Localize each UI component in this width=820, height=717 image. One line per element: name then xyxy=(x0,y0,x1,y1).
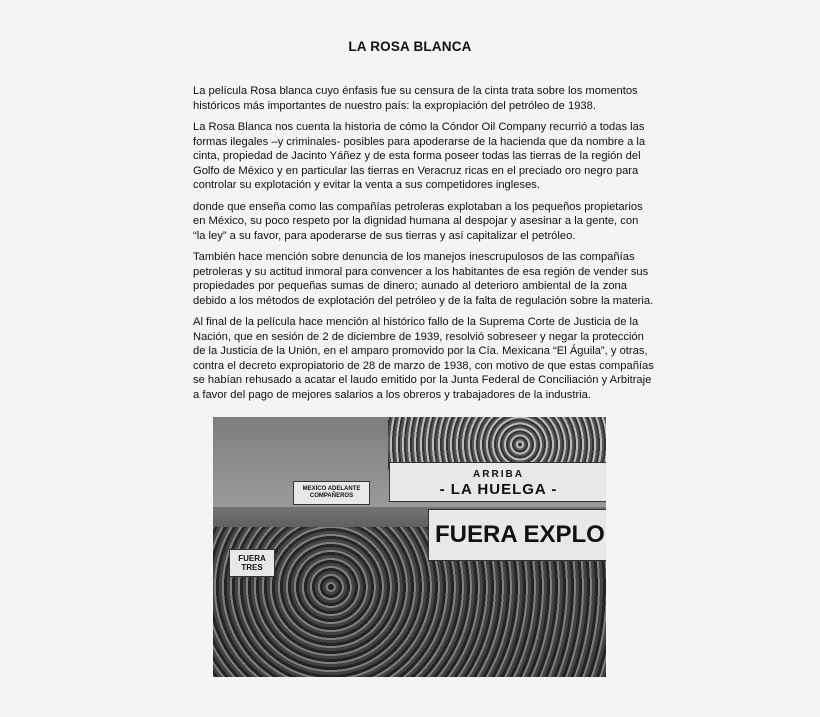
text-line: La Rosa Blanca nos cuenta la historia de cómo la Cóndor Oil Company recurrió a todas las xyxy=(193,121,645,133)
text-line: en México, su poco respeto por la dignidad humana al despojar y asesinar a la gente, con xyxy=(193,215,639,227)
paragraph xyxy=(193,315,654,402)
photo-sign-arriba: ARRIBA xyxy=(473,469,524,480)
text-line: debido a los métodos de explotación del petróleo y de la falta de regulación sobre la materia. xyxy=(193,294,654,307)
paragraph xyxy=(193,200,643,244)
text-line: donde que enseña como las compañías petroleras explotaban a los pequeños propietarios xyxy=(193,200,643,213)
photo-sign-fuera: FUERA EXPLO xyxy=(428,509,606,561)
text-line: cinta, propiedad de Jacinto Yáñez y de esta forma poseer todas las tierras de la región del xyxy=(193,150,641,162)
text-line: controlar su explotación y evitar la venta a sus competidores ingleses. xyxy=(193,179,540,191)
paragraph xyxy=(193,84,638,113)
paragraph xyxy=(193,120,646,193)
text-line: Golfo de México y en particular las tierras en Veracruz ricas en el preciado oro negro para xyxy=(193,164,639,177)
text-line: También hace mención sobre denuncia de los manejos inescrupulosos de las compañías xyxy=(193,251,635,263)
text-line: Al final de la película hace mención al histórico fallo de la Suprema Corte de Justicia de la xyxy=(193,316,639,328)
document-body xyxy=(193,84,654,409)
text-line: propiedades por pequeñas sumas de dinero; aunado al deterioro ambiental de la zona xyxy=(193,280,627,292)
text-line: de la Justicia de la Unión, en el amparo promovido por la Cía. Mexicana “El Águila”, y otras, xyxy=(193,345,648,357)
text-line: formas ilegales –y criminales- posibles para apoderarse de la hacienda que da nombre a la xyxy=(193,135,646,148)
text-line: a favor del pago de mejores salarios a los obreros y trabajadores de la industria. xyxy=(193,388,591,401)
strike-crowd-photo xyxy=(213,417,606,677)
photo-sign-left: FUERA TRES xyxy=(229,549,275,577)
text-line: contra el decreto expropiatorio de 28 de marzo de 1938, con motivo de que estas compañías xyxy=(193,359,654,372)
text-line: petroleras y su actitud inmoral para convencer a los habitantes de esa región de vender sus xyxy=(193,265,649,278)
page-title: LA ROSA BLANCA xyxy=(348,39,472,54)
paragraph xyxy=(193,250,654,308)
text-line: se habían rehusado a acatar el laudo emitido por la Junta Federal de Conciliación y Arbitraje xyxy=(193,374,652,386)
photo-sign-huelga xyxy=(389,462,606,502)
text-line: “la ley” a su favor, para apoderarse de sus tierras y así capitalizar el petróleo. xyxy=(193,229,576,242)
photo-sign-adelante: MEXICO ADELANTE COMPAÑEROS xyxy=(293,481,370,505)
text-line: La película Rosa blanca cuyo énfasis fue su censura de la cinta trata sobre los momentos xyxy=(193,85,638,97)
photo-sign-la-huelga: - LA HUELGA - xyxy=(439,481,558,498)
text-line: Nación, que en sesión de 2 de diciembre de 1939, resolvió sobreseer y negar la protección xyxy=(193,330,644,343)
text-line: históricos más importantes de nuestro país: la expropiación del petróleo de 1938. xyxy=(193,99,596,112)
